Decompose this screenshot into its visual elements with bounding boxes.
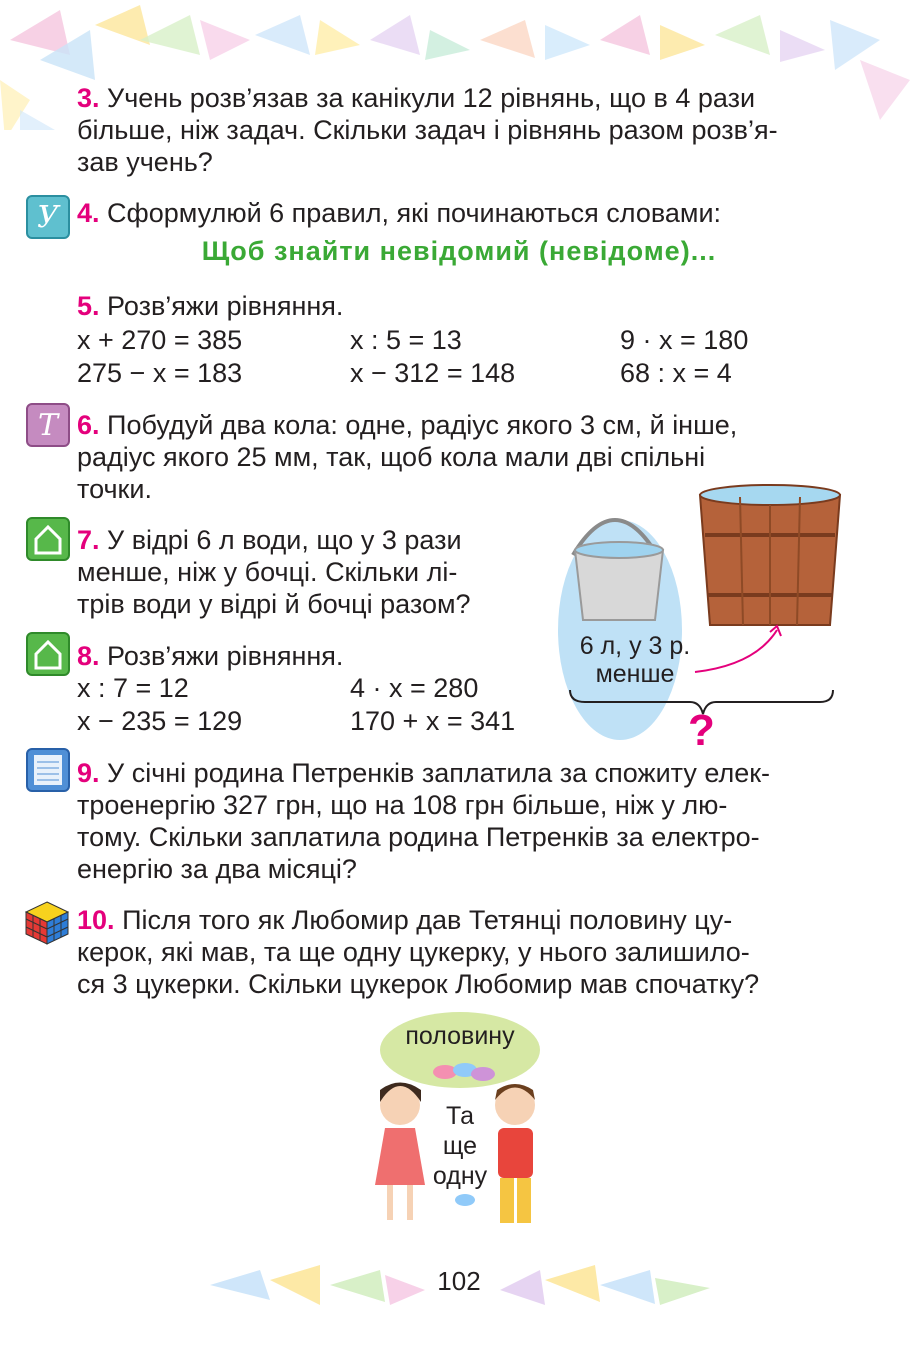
home-icon — [28, 634, 68, 674]
home-icon — [26, 632, 70, 676]
bucket-label-line1: 6 л, у 3 р. — [579, 632, 691, 660]
task-4 — [77, 197, 721, 229]
task-text-line: тому. Скільки заплатила родина Петренків за електро- — [77, 822, 760, 852]
home-icon — [26, 517, 70, 561]
bucket-label-line2: менше — [595, 660, 675, 688]
task-10 — [77, 904, 840, 1000]
kids-speech-line: одну — [432, 1162, 488, 1190]
equation: x − 235 = 129 — [77, 706, 243, 736]
task-text-line: радіус якого 25 мм, так, щоб кола мали дві спільні — [77, 442, 706, 472]
task-7 — [77, 524, 535, 620]
u-letter-icon: У — [26, 195, 70, 239]
notebook-icon — [26, 748, 70, 792]
task-number: 3. — [77, 83, 100, 113]
task-text: Сформулюй 6 правил, які починаються словами: — [107, 198, 722, 228]
task-text-line: точки. — [77, 474, 152, 504]
task-text-line: Учень розв’язав за канікули 12 рівнянь, що в 4 рази — [107, 83, 756, 113]
task-text-line: Після того як Любомир дав Тетянці половину цу- — [122, 905, 733, 935]
task-text-line: Побудуй два кола: одне, радіус якого 3 см, й інше, — [107, 410, 738, 440]
task-number: 9. — [77, 758, 100, 788]
task-number: 10. — [77, 905, 115, 935]
task-text: Розв’яжи рівняння. — [107, 291, 344, 321]
rule-phrase: Щоб знайти невідомий (невідоме)... — [201, 236, 717, 266]
task-9 — [77, 757, 840, 885]
geometry-icon: Т — [26, 403, 70, 447]
notebook-icon — [28, 750, 68, 790]
equation: x + 270 = 385 — [77, 325, 243, 355]
task-text-line: У відрі 6 л води, що у 3 рази — [107, 525, 462, 555]
task-5 — [77, 290, 343, 322]
task-text-line: енергію за два місяці? — [77, 854, 357, 884]
task-text-line: трів води у відрі й бочці разом? — [77, 589, 471, 619]
home-icon — [28, 519, 68, 559]
task-number: 7. — [77, 525, 100, 555]
task-8 — [77, 640, 343, 672]
equation: 170 + x = 341 — [350, 706, 516, 736]
task-text-line: зав учень? — [77, 147, 213, 177]
task-text: Розв’яжи рівняння. — [107, 641, 344, 671]
equation: 9 · x = 180 — [620, 325, 749, 355]
equation: 275 − x = 183 — [77, 358, 243, 388]
task-text-line: троенергію 327 грн, що на 108 грн більше, ніж у лю- — [77, 790, 728, 820]
equation: 4 · x = 280 — [350, 673, 479, 703]
equation: x − 312 = 148 — [350, 358, 516, 388]
page-number: 102 — [437, 1266, 481, 1296]
kids-speech-line: Та — [445, 1102, 475, 1130]
task-text-line: менше, ніж у бочці. Скільки лі- — [77, 557, 458, 587]
task-text-line: керок, які мав, та ще одну цукерку, у нього залишило- — [77, 937, 750, 967]
task-number: 6. — [77, 410, 100, 440]
question-mark: ? — [688, 706, 715, 755]
rubiks-cube-icon — [24, 900, 70, 946]
task-text-line: У січні родина Петренків заплатила за спожиту елек- — [107, 758, 771, 788]
kids-bubble-text: половину — [405, 1022, 515, 1050]
equation: x : 5 = 13 — [350, 325, 462, 355]
task-3 — [77, 82, 840, 178]
task-text-line: ся 3 цукерки. Скільки цукерок Любомир мав спочатку? — [77, 969, 760, 999]
task-number: 8. — [77, 641, 100, 671]
task-text-line: більше, ніж задач. Скільки задач і рівнянь разом розв’я- — [77, 115, 778, 145]
task-number: 5. — [77, 291, 100, 321]
equation: x : 7 = 12 — [77, 673, 189, 703]
equation: 68 : x = 4 — [620, 358, 732, 388]
kids-speech-line: ще — [442, 1132, 478, 1160]
task-number: 4. — [77, 198, 100, 228]
